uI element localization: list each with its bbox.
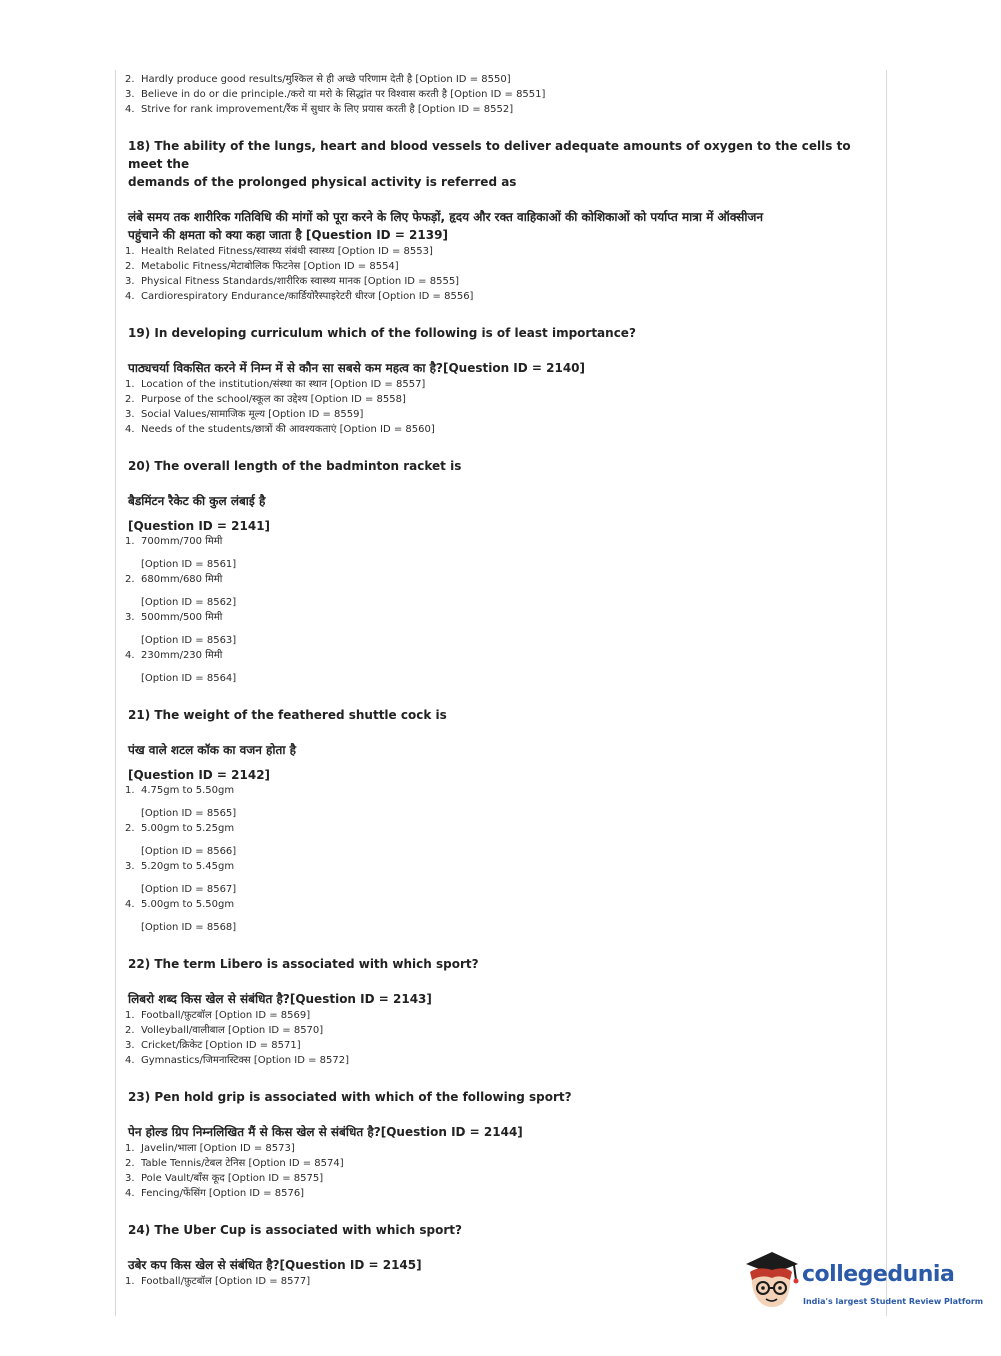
question-title: 22) The term Libero is associated with which sport? [128,957,479,971]
option: 4. Fencing/फेंसिंग [Option ID = 8576] [125,1188,305,1199]
question-title: 21) The weight of the feathered shuttle cock is [128,708,447,722]
option: 1. 700mm/700 मिमी [125,536,223,547]
option: 1. Location of the institution/संस्था का स्थान [Option ID = 8557] [125,379,426,390]
question-hindi: लंबे समय तक शारीरिक गतिविधि की मांगों को पूरा करने के लिए फेफड़ों, हृदय और रक्त वाहिकाओं की कोशिकाओं को पर्याप्त मात्रा में ऑक्सीजन [128,210,764,224]
option: 4. Cardiorespiratory Endurance/कार्डियोरैस्पाइरेटरी धीरज [Option ID = 8556] [125,291,474,302]
question-title: 20) The overall length of the badminton racket is [128,459,462,473]
question-hindi: बैडमिंटन रैकेट की कुल लंबाई है [128,494,266,508]
option: 4. 5.00gm to 5.50gm [125,899,235,910]
question-20 [125,457,875,686]
option-id: [Option ID = 8563] [141,635,237,646]
question-19 [125,324,875,437]
option: 4. 230mm/230 मिमी [125,650,223,661]
option: 2. Volleyball/वालीबाल [Option ID = 8570] [125,1025,324,1036]
option: 3. 500mm/500 मिमी [125,612,223,623]
carry-over-options [125,72,875,117]
question-hindi: पेन होल्ड ग्रिप निम्नलिखित मैं से किस खेल से संबंधित है?[Question ID = 2144] [128,1125,523,1139]
option-id: [Option ID = 8566] [141,846,237,857]
option: 3. Cricket/क्रिकेट [Option ID = 8571] [125,1040,301,1051]
option: 3. Physical Fitness Standards/शारीरिक स्वास्थ्य मानक [Option ID = 8555] [125,276,460,287]
question-paper [125,72,875,1289]
question-title: 23) Pen hold grip is associated with which of the following sport? [128,1090,572,1104]
question-title: 18) The ability of the lungs, heart and blood vessels to deliver adequate amounts of oxygen to the cells to meet the [128,139,851,171]
option: 2. Hardly produce good results/मुश्किल से ही अच्छे परिणाम देती है [Option ID = 8550] [125,74,511,85]
question-hindi: लिबरो शब्द किस खेल से संबंधित है?[Question ID = 2143] [128,992,432,1006]
logo-tagline: India's largest Student Review Platform [803,1297,984,1306]
option: 1. Health Related Fitness/स्वास्थ्य संबंधी स्वास्थ्य [Option ID = 8553] [125,246,433,257]
option-id: [Option ID = 8564] [141,673,237,684]
question-title: 24) The Uber Cup is associated with which sport? [128,1223,462,1237]
option: 1. Javelin/भाला [Option ID = 8573] [125,1143,295,1154]
question-title: 19) In developing curriculum which of the following is of least importance? [128,326,636,340]
option: 3. Pole Vault/बाँस कूद [Option ID = 8575] [125,1173,324,1184]
option-id: [Option ID = 8567] [141,884,237,895]
option: 3. Believe in do or die principle./करो या मरो के सिद्धांत पर विश्वास करती है [Option ID = 8551] [125,89,546,100]
question-hindi: उबेर कप किस खेल से संबंधित है?[Question ID = 2145] [128,1258,422,1272]
question-18 [125,137,875,304]
question-title: demands of the prolonged physical activity is referred as [128,175,517,189]
question-id: [Question ID = 2142] [128,768,271,782]
option-id: [Option ID = 8568] [141,922,237,933]
option: 3. 5.20gm to 5.45gm [125,861,235,872]
option: 1. Football/फ़ुटबॉल [Option ID = 8577] [125,1276,311,1287]
option: 2. Purpose of the school/स्कूल का उद्देश्य [Option ID = 8558] [125,394,406,405]
option-id: [Option ID = 8561] [141,559,237,570]
option: 3. Social Values/सामाजिक मूल्य [Option ID = 8559] [125,409,364,420]
question-23 [125,1088,875,1201]
question-hindi: पंख वाले शटल कॉक का वजन होता है [128,743,297,757]
question-hindi: पाठ्यचर्या विकसित करने में निम्न में से कौन सा सबसे कम महत्व का है?[Question ID = 2140] [128,361,586,375]
option: 2. 680mm/680 मिमी [125,574,223,585]
option-id: [Option ID = 8565] [141,808,237,819]
option: 2. Metabolic Fitness/मेटाबोलिक फिटनेस [Option ID = 8554] [125,261,399,272]
option: 4. Gymnastics/जिमनास्टिक्स [Option ID = 8572] [125,1055,350,1066]
collegedunia-logo [740,1250,984,1316]
question-hindi: पहुंचाने की क्षमता को क्या कहा जाता है [Question ID = 2139] [128,228,448,242]
logo-wordmark: collegedunia [802,1262,955,1287]
option-id: [Option ID = 8562] [141,597,237,608]
option: 1. 4.75gm to 5.50gm [125,785,235,796]
option: 1. Football/फ़ुटबॉल [Option ID = 8569] [125,1010,311,1021]
option: 2. Table Tennis/टेबल टेनिस [Option ID = 8574] [125,1158,344,1169]
mascot-icon [740,1250,802,1314]
question-id: [Question ID = 2141] [128,519,271,533]
question-21 [125,706,875,935]
option: 2. 5.00gm to 5.25gm [125,823,235,834]
question-22 [125,955,875,1068]
option: 4. Strive for rank improvement/रैंक में सुधार के लिए प्रयास करती है [Option ID = 8552] [125,104,514,115]
option: 4. Needs of the students/छात्रों की आवश्यकताएं [Option ID = 8560] [125,424,435,435]
